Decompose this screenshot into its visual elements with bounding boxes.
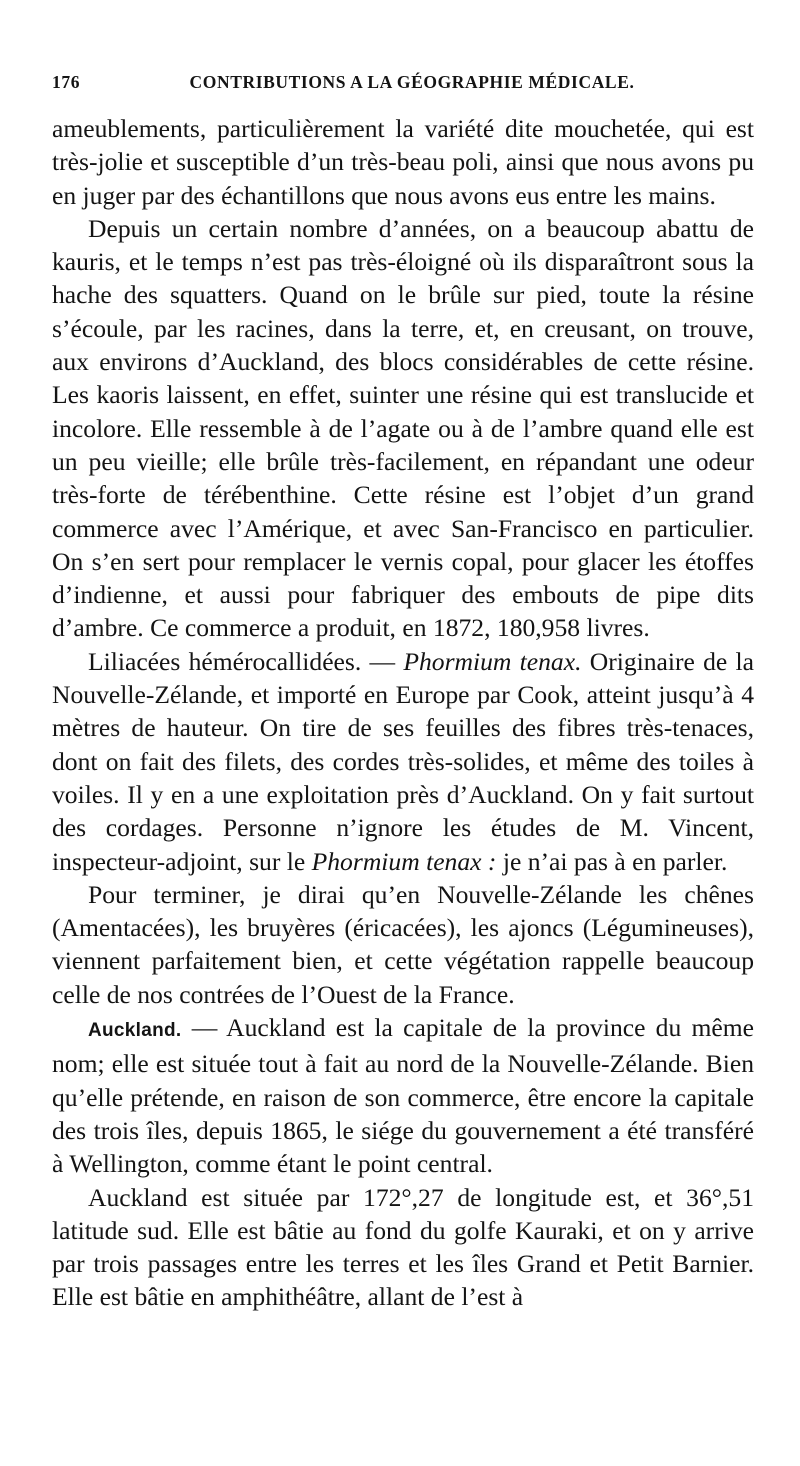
paragraph-vegetation: Pour terminer, je dirai qu’en Nouvelle-Zélande les chênes (Amentacées), les bruyères (éricacées), les ajoncs (Légumineuses), viennent parfaitement bien, et cette végétation rappelle beaucoup celle de nos contrées de l’Ouest de la France. — [52, 879, 754, 1009]
phormium-text-end: je n’ai pas à en parler. — [496, 846, 728, 876]
page-header — [52, 72, 754, 106]
paragraph-kauris: Depuis un certain nombre d’années, on a beaucoup abattu de kauris, et le temps n’est pas très-éloigné où ils disparaîtront sous la hache des squatters. Quand on le brûle sur pied, toute la résine s’écoule, par les racines, dans la terre, et, en creusant, on trouve, aux environs d’Auckland, des blocs considérables de cette résine. Les kaoris laissent, en effet, suinter une résine qui est translucide et incolore. Elle ressemble à de l’agate ou à de l’ambre quand elle est un peu vieille; elle brûle très-facilement, en répandant une odeur très-forte de térébenthine. Cette résine est l’objet d’un grand commerce avec l’Amérique, et avec San-Francisco en particulier. On s’en sert pour remplacer le vernis copal, pour glacer les étoffes d’indienne, et aussi pour fabriquer des embouts de pipe dits d’ambre. Ce commerce a produit, en 1872, 180,958 livres. — [52, 213, 754, 643]
phormium-italic-name: Phormium tenax. — [403, 646, 582, 676]
body-text — [52, 112, 754, 1314]
paragraph-auckland — [52, 1011, 754, 1180]
paragraph-phormium — [52, 645, 754, 878]
phormium-heading: Liliacées hémérocallidées. — — [88, 646, 404, 676]
auckland-text: — Auckland est la capitale de la province du même nom; elle est située tout à fait au nord de la Nouvelle-Zélande. Bien qu’elle prétende, en raison de son commerce, être encore la capitale des trois îles, depuis 1865, le siége du gouvernement a été transféré à Wellington, comme étant le point central. — [52, 1013, 754, 1179]
paragraph-auckland-location: Auckland est située par 172°,27 de longitude est, et 36°,51 latitude sud. Elle est bâtie au fond du golfe Kauraki, et on y arrive par trois passages entre les terres et les îles Grand et Petit Barnier. Elle est bâtie en amphithéâtre, allant de l’est à — [52, 1182, 754, 1312]
paragraph-continuation: ameublements, particulièrement la variété dite mouchetée, qui est très-jolie et susceptible d’un très-beau poli, ainsi que nous avons pu en juger par des échantillons que nous avons eus entre les mains. — [52, 114, 754, 210]
running-title: CONTRIBUTIONS A LA GÉOGRAPHIE MÉDICALE. — [189, 72, 635, 92]
page-number: 176 — [52, 72, 81, 92]
phormium-italic-name-2: Phormium tenax : — [311, 846, 497, 876]
phormium-text: Originaire de la Nouvelle-Zélande, et importé en Europe par Cook, atteint jusqu’à 4 mètres de hauteur. On tire de ses feuilles des fibres très-tenaces, dont on fait des filets, des cordes très-solides, et même des toiles à voiles. Il y en a une exploitation près d’Auckland. On y fait surtout des cordages. Personne n’ignore les études de M. Vincent, inspecteur-adjoint, sur le — [52, 646, 754, 876]
auckland-lead-heading: Auckland. — [88, 1020, 182, 1042]
